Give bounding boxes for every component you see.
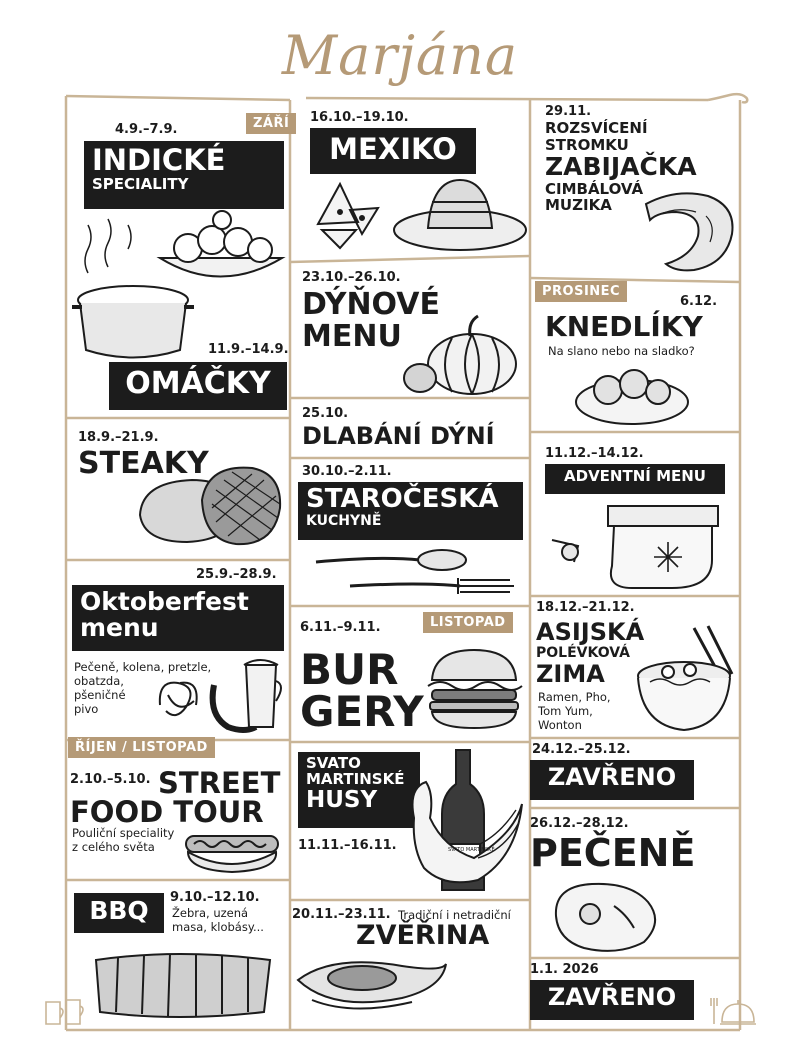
event-description: Ramen, Pho, Tom Yum, Wonton <box>538 690 611 733</box>
event-title: ASIJSKÁ <box>536 618 645 646</box>
event-date: 25.10. <box>302 406 349 421</box>
event-title-block <box>530 760 694 800</box>
pretzel-beer-sausage-icon <box>148 655 283 735</box>
nachos-sombrero-icon <box>300 172 528 256</box>
event-date: 24.12.–25.12. <box>532 742 631 757</box>
event-title-line2: MARTINSKÉ <box>306 769 405 788</box>
event-title: MEXIKO <box>329 132 457 166</box>
event-title-block <box>298 752 420 828</box>
event-title: PEČENĚ <box>530 831 696 875</box>
event-date: 6.12. <box>680 294 718 309</box>
event-date: 11.12.–14.12. <box>545 446 644 461</box>
ribs-icon <box>88 942 278 1024</box>
event-title: BUR <box>300 645 399 694</box>
event-date: 11.9.–14.9. <box>208 342 289 357</box>
cloche-cutlery-icon <box>708 994 758 1028</box>
event-date: 11.11.–16.11. <box>298 838 397 853</box>
event-description: Pečeně, kolena, pretzle, obatzda, pšeničné pivo <box>74 660 212 717</box>
tab-prosinec: PROSINEC <box>535 281 627 302</box>
event-date: 2.10.–5.10. <box>70 772 151 787</box>
steak-icon <box>132 460 287 555</box>
burger-icon <box>424 646 524 732</box>
roast-steak-icon <box>548 876 668 956</box>
event-date: 23.10.–26.10. <box>302 270 401 285</box>
event-title-block <box>84 141 284 209</box>
event-title: ZAVŘENO <box>547 763 677 791</box>
event-title: OMÁČKY <box>125 366 271 401</box>
event-title: STREET <box>158 766 281 800</box>
event-title: STAROČESKÁ <box>306 484 499 514</box>
event-title-block <box>74 893 164 933</box>
event-date: 16.10.–19.10. <box>310 110 409 125</box>
event-title: ROZSVÍCENÍ <box>545 119 648 137</box>
event-title: KNEDLÍKY <box>545 310 703 343</box>
event-title-block <box>310 128 476 174</box>
event-title: STEAKY <box>78 446 209 481</box>
event-subtitle: MENU <box>302 319 402 354</box>
event-title: BBQ <box>89 896 149 925</box>
christmas-stocking-icon <box>548 500 730 592</box>
event-title: ZAVŘENO <box>547 983 677 1011</box>
event-title-line3: ZIMA <box>536 660 605 688</box>
event-title-block <box>545 464 725 494</box>
event-description: Žebra, uzená masa, klobásy... <box>172 906 264 935</box>
brand-header <box>0 8 800 104</box>
pot-icon <box>68 215 198 365</box>
event-title: SVATO <box>306 754 361 772</box>
dumplings-plate-icon <box>572 358 692 430</box>
event-title-block <box>109 362 287 410</box>
event-title-block <box>530 980 694 1020</box>
sausage-icon <box>636 186 738 274</box>
event-date: 30.10.–2.11. <box>302 464 392 479</box>
event-title-line3: HUSY <box>306 786 378 813</box>
event-title-block <box>72 585 284 651</box>
event-title-block <box>298 482 523 540</box>
game-meat-dish-icon <box>292 948 452 1018</box>
event-date: 6.11.–9.11. <box>300 620 381 635</box>
event-description: Tradiční i netradiční <box>398 908 511 922</box>
event-date: 4.9.–7.9. <box>115 122 178 137</box>
event-highlight: ZABIJAČKA <box>545 152 697 181</box>
event-description: Na slano nebo na sladko? <box>548 344 695 358</box>
event-date: 25.9.–28.9. <box>196 567 277 582</box>
event-date: 29.11. <box>545 104 592 119</box>
event-date: 18.12.–21.12. <box>536 600 635 615</box>
ramen-bowl-icon <box>634 626 738 734</box>
beer-mugs-icon <box>42 994 92 1028</box>
event-subtitle: menu <box>80 613 159 643</box>
event-description: Pouliční speciality z celého světa <box>72 826 175 855</box>
pumpkin-icon <box>398 312 526 398</box>
event-subtitle: SPECIALITY <box>92 175 189 194</box>
event-date: 9.10.–12.10. <box>170 890 260 905</box>
event-date: 20.11.–23.11. <box>292 907 391 922</box>
event-title-line2: POLÉVKOVÁ <box>536 645 630 661</box>
event-title: ADVENTNÍ MENU <box>564 467 706 485</box>
event-title: ZVĚŘINA <box>356 920 490 951</box>
event-title-line2: STROMKU <box>545 136 629 154</box>
event-date: 26.12.–28.12. <box>530 816 629 831</box>
event-subtitle: GERY <box>300 687 424 736</box>
spoon-fork-icon <box>310 540 526 604</box>
event-title: INDICKÉ <box>92 143 226 177</box>
tab-listopad: LISTOPAD <box>423 612 513 633</box>
tab-rijen-listopad: ŘÍJEN / LISTOPAD <box>68 737 215 758</box>
tab-zari: ZÁŘÍ <box>246 113 296 134</box>
event-date: 1.1. 2026 <box>530 962 599 977</box>
bottle-label: SVATO MARTINSKÉ <box>448 847 495 853</box>
event-title: Oktoberfest <box>80 587 249 616</box>
event-subtitle: KUCHYNĚ <box>306 513 382 530</box>
goose-wine-bottle-icon <box>404 748 526 896</box>
event-subtitle: CIMBÁLOVÁ <box>545 180 644 198</box>
brand-logo: Marjána <box>281 24 519 87</box>
event-title: DÝŇOVÉ <box>302 287 440 322</box>
event-title: DLABÁNÍ DÝNÍ <box>302 422 495 450</box>
event-subtitle-line2: MUZIKA <box>545 196 612 214</box>
event-subtitle: FOOD TOUR <box>70 795 264 829</box>
hot-dog-icon <box>182 826 282 874</box>
event-date: 18.9.–21.9. <box>78 430 159 445</box>
